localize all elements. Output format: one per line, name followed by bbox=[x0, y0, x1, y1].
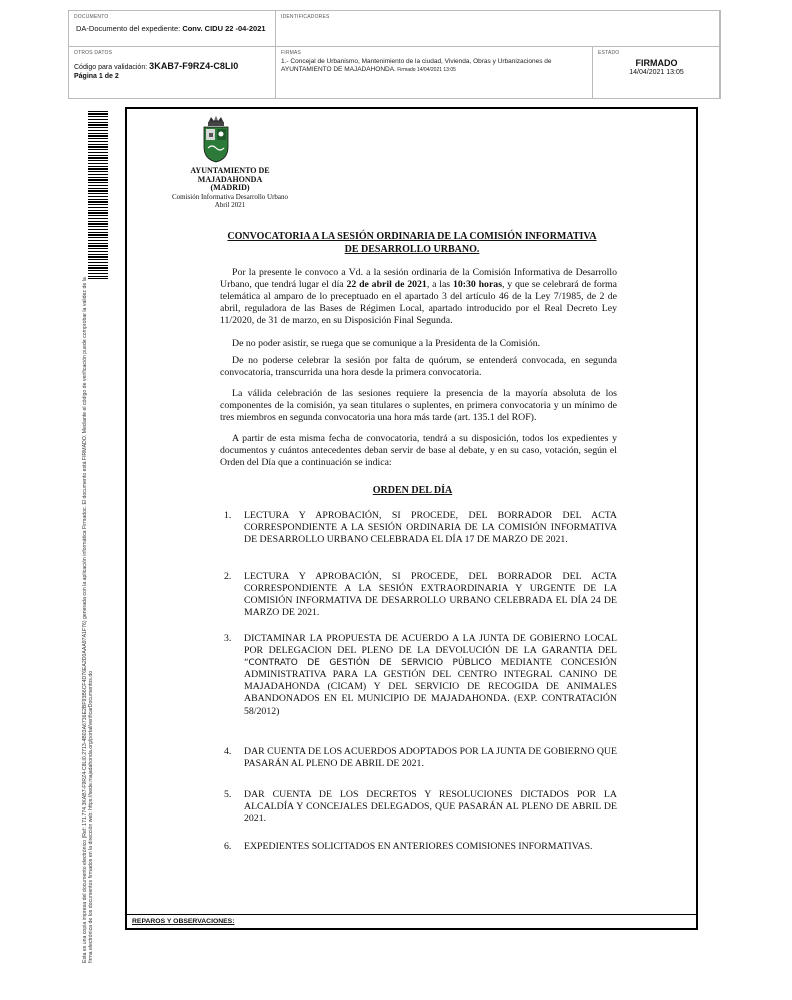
firmas-text: 1.- Concejal de Urbanismo, Mantenimiento de la ciudad, Vivienda, Obras y Urbanizaciones de AYUNTAMIENTO DE MAJADAHONDA. Firmado 14/04/2021 13:05 bbox=[281, 58, 552, 73]
estado-value: FIRMADO bbox=[635, 58, 678, 68]
documento-value: DA-Documento del expediente: Conv. CIDU 22 -04-2021 bbox=[76, 24, 266, 33]
documento-label: DOCUMENTO bbox=[74, 14, 109, 20]
estado-label: ESTADO bbox=[598, 50, 620, 56]
org-line-1: AYUNTAMIENTO DE bbox=[190, 166, 270, 175]
identificadores-label: IDENTIFICADORES bbox=[281, 14, 330, 20]
paragraph-valida-celebracion: La válida celebración de las sesiones requiere la presencia de la mayoría absoluta de los componentes de la comisión, ya sean titulares o suplentes, en primera convocatoria y un mínimo de tres miembros en segunda convocatoria una hora más tarde (art. 135.1 del ROF). bbox=[220, 388, 617, 424]
organization-block bbox=[150, 167, 310, 210]
validation-code: Código para validación: 3KAB7-F9RZ4-C8LI0 bbox=[74, 61, 239, 71]
firmas-label: FIRMAS bbox=[281, 50, 302, 56]
paragraph-quorum: De no poderse celebrar la sesión por falta de quórum, se entenderá convocada, en segunda convocatoria, transcurrida una hora desde la primera convocatoria. bbox=[220, 355, 617, 379]
paragraph-disposicion: A partir de esta misma fecha de convocatoria, tendrá a su disposición, todos los expedientes y documentos y cuántos antecedentes deban servir de base al debate, y en su caso, votación, según el Orden del Día que a continuación se indica: bbox=[220, 433, 617, 469]
otros-datos-label: OTROS DATOS bbox=[74, 50, 113, 56]
org-line-5: Abril 2021 bbox=[214, 201, 246, 209]
paragraph-no-asistir: De no poder asistir, se ruega que se comunique a la Presidenta de la Comisión. bbox=[232, 338, 541, 349]
org-line-2: MAJADAHONDA bbox=[197, 174, 263, 184]
orden-del-dia-title: ORDEN DEL DÍA bbox=[372, 485, 453, 496]
org-line-3: (MADRID) bbox=[210, 183, 250, 192]
document-header-table bbox=[68, 10, 721, 99]
coat-of-arms-icon bbox=[198, 114, 234, 164]
identificadores-cell bbox=[276, 11, 720, 47]
verification-side-text: Esta es una copia impresa del documento electrónico (Ref: 171.774.3KAB7-F9RZ4-C8LI0.2713-4B03A6736E2BF93B6CF4D76EA2D0AAA97A1F76) generada con la aplicación informática Firmadoc. El documento está FIRMADO. Mediante el código de verificación puede comprobar la validez de la firma electrónica de los documentos firmados en la dirección web: https://sede.majadahonda.org/portal/verificarDocumentos.do bbox=[82, 277, 95, 963]
page-number: Página 1 de 2 bbox=[74, 73, 119, 80]
reparos-section bbox=[127, 914, 696, 928]
documento-cell bbox=[69, 11, 276, 47]
paragraph-convocatoria: Por la presente le convoco a Vd. a la sesión ordinaria de la Comisión Informativa de Desarrollo Urbano, que tendrá lugar el día 22 de abril de 2021, a las 10:30 horas, y que se celebrará de forma telemática al amparo de lo preceptuado en el apartado 3 del artículo 46 de la Ley 7/1985, de 2 de abril, reguladora de las Bases de Régimen Local, apartado introducido por el Real Decreto Ley 11/2020, de 31 de marzo, en su Disposición Final Segunda. bbox=[220, 267, 618, 327]
org-line-4: Comisión Informativa Desarrollo Urbano bbox=[171, 192, 289, 201]
estado-date: 14/04/2021 13:05 bbox=[629, 69, 684, 76]
reparos-label: REPAROS Y OBSERVACIONES: bbox=[132, 918, 235, 925]
estado-cell bbox=[593, 47, 720, 99]
barcode bbox=[88, 111, 108, 279]
firmas-cell bbox=[276, 47, 593, 99]
otros-datos-cell bbox=[69, 47, 276, 99]
document-title: CONVOCATORIA A LA SESIÓN ORDINARIA DE LA COMISIÓN INFORMATIVA DE DESARROLLO URBANO. bbox=[227, 231, 597, 255]
